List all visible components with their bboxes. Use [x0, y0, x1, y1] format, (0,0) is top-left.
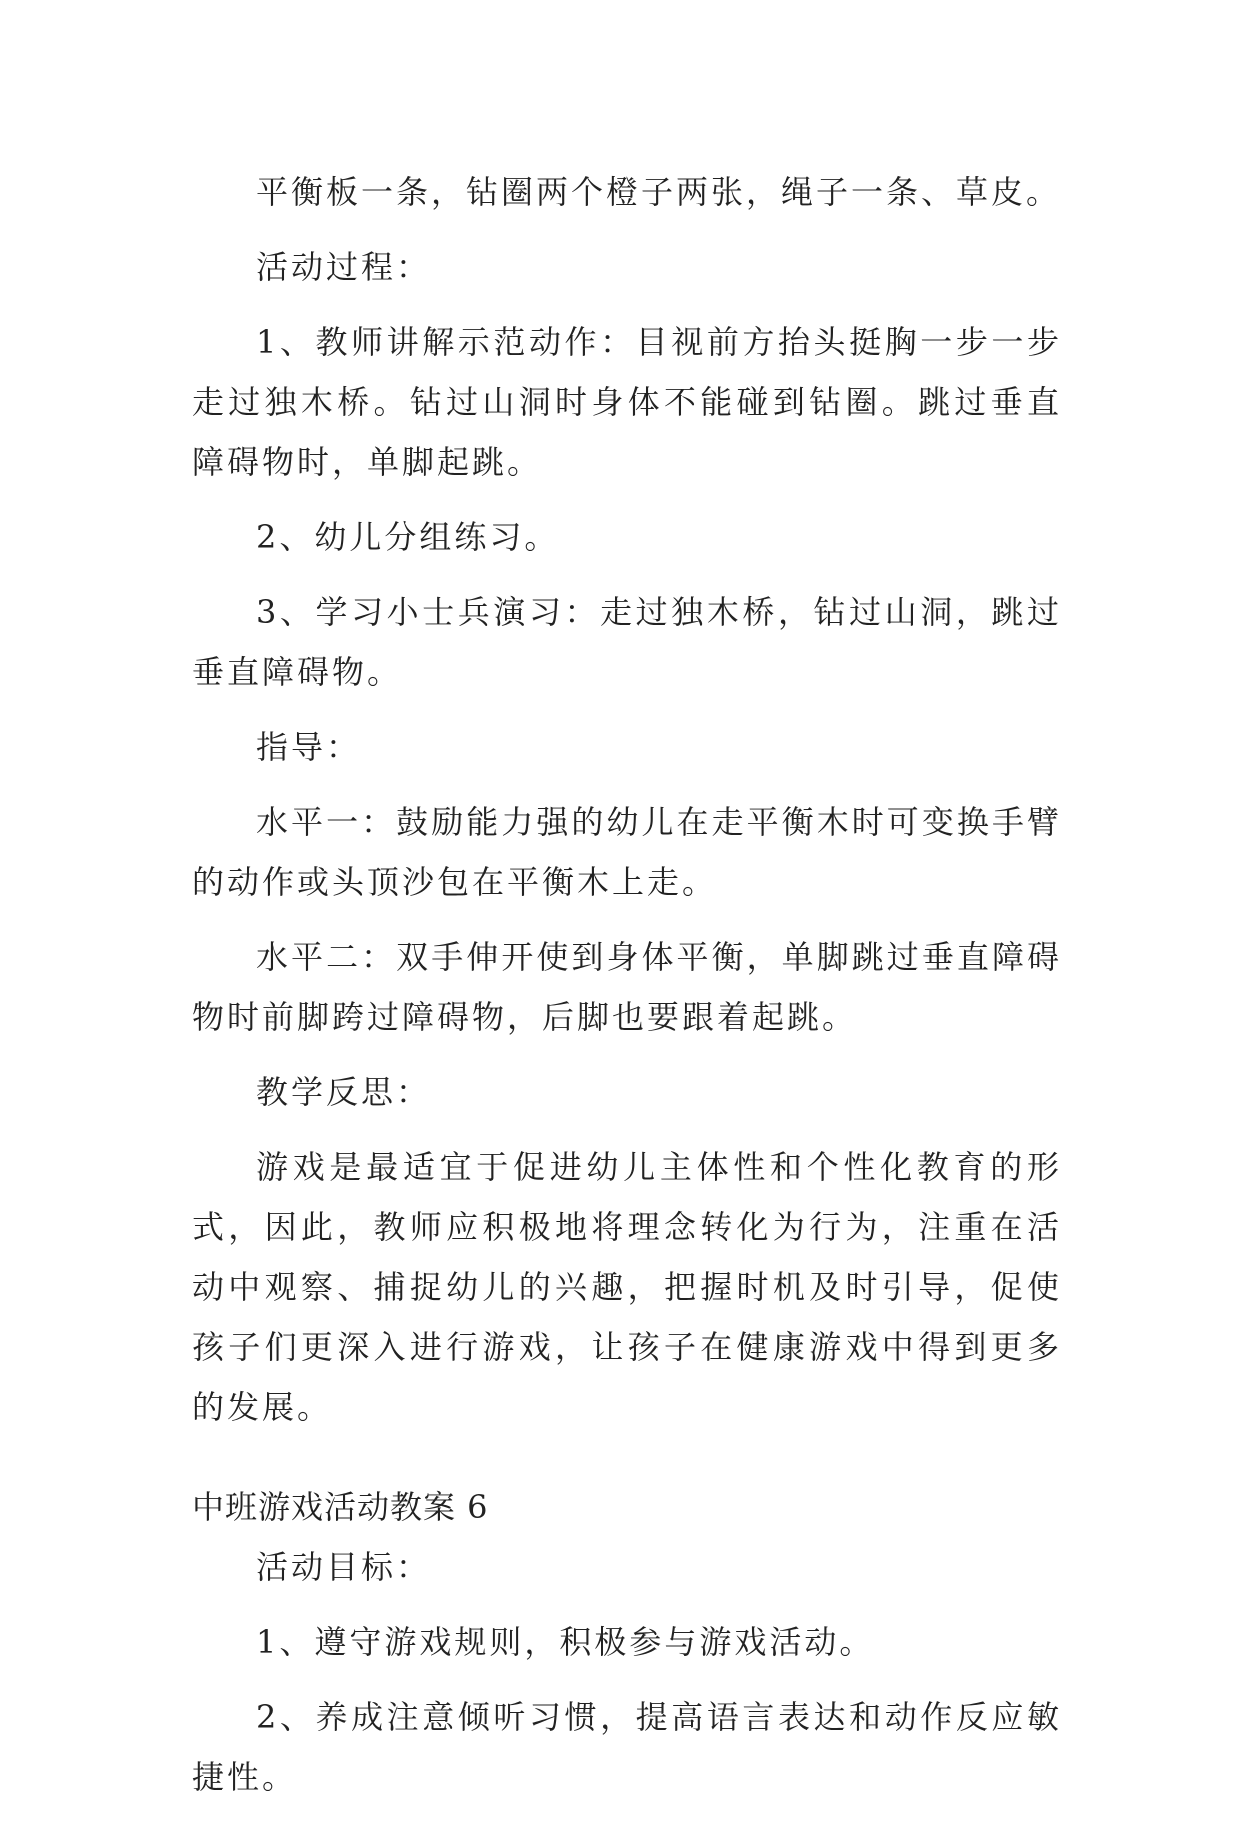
paragraph-goal-2: 2、养成注意倾听习惯，提高语言表达和动作反应敏捷性。	[192, 1698, 1062, 1796]
paragraph-goals-label: 活动目标：	[256, 1548, 432, 1586]
section-heading: 中班游戏活动教案 6	[192, 1488, 489, 1526]
document-body	[192, 162, 1062, 1822]
paragraph-step-3: 3、学习小士兵演习：走过独木桥，钻过山洞，跳过垂直障碍物。	[192, 593, 1062, 691]
paragraph-process-label: 活动过程：	[256, 248, 432, 286]
paragraph-reflection-body: 游戏是最适宜于促进幼儿主体性和个性化教育的形式，因此，教师应积极地将理念转化为行为，注重在活动中观察、捕捉幼儿的兴趣，把握时机及时引导，促使孩子们更深入进行游戏，让孩子在健康游戏中得到更多的发展。	[192, 1148, 1062, 1426]
paragraph-materials: 平衡板一条，钻圈两个橙子两张，绳子一条、草皮。	[256, 173, 1062, 211]
paragraph-reflection-label: 教学反思：	[256, 1073, 432, 1111]
paragraph-step-1: 1、教师讲解示范动作：目视前方抬头挺胸一步一步走过独木桥。钻过山洞时身体不能碰到钻圈。跳过垂直障碍物时，单脚起跳。	[192, 323, 1062, 481]
paragraph-guidance-label: 指导：	[256, 728, 362, 766]
paragraph-goal-1: 1、遵守游戏规则，积极参与游戏活动。	[256, 1623, 875, 1661]
paragraph-step-2: 2、幼儿分组练习。	[256, 518, 560, 556]
paragraph-level-1: 水平一：鼓励能力强的幼儿在走平衡木时可变换手臂的动作或头顶沙包在平衡木上走。	[192, 803, 1062, 901]
paragraph-level-2: 水平二：双手伸开使到身体平衡，单脚跳过垂直障碍物时前脚跨过障碍物，后脚也要跟着起跳。	[192, 938, 1062, 1036]
